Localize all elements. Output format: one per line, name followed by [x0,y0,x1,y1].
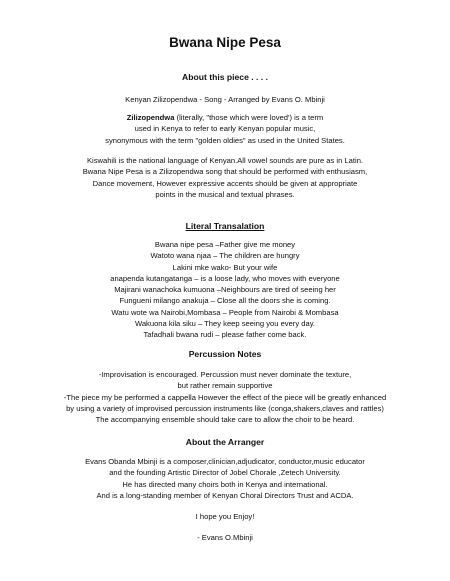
bio-line: He has directed many choirs both in Kenya and international. [122,479,328,489]
definition-first-line: Zilizopendwa (literally, "those which were loved') is a term [126,113,324,122]
paragraph-line: Dance movement, However expressive accents should be given at appropriate [92,178,358,188]
percussion-line: The accompanying ensemble should take care to allow the choir to be heard. [95,415,355,425]
percussion-line: but rather remain supportive [177,381,273,391]
closing-line: I hope you Enjoy! [195,512,255,521]
percussion-line: by using a variety of improvised percussion instruments like (conga,shakers,claves and rattles) [66,403,384,413]
translation-list [0,239,450,341]
about-paragraph [0,155,450,200]
bio-line: And is a long-standing member of Kenyan Choral Directors Trust and ACDA. [96,490,354,500]
percussion-notes [0,369,450,425]
bio-line: and the founding Artistic Director of Jobel Chorale ,Zetech University. [109,468,341,478]
percussion-line: -The piece my be performed a cappella However the effect of the piece will be greatly enhanced [63,392,387,402]
definition-line: synonymous with the term "golden oldies" as used in the United States. [105,135,345,145]
about-piece-heading: About this piece . . . . [182,72,268,82]
term-bold: Zilizopendwa [126,113,175,122]
translation-line: Wakuona kila siku – They keep seeing you every day. [134,319,316,329]
translation-line: Watoto wana njaa – The children are hungry [150,251,300,261]
paragraph-line: Kiswahili is the national language of Kenyan.All vowel sounds are pure as in Latin. [86,156,364,165]
translation-heading: Literal Transalation [185,221,265,231]
paragraph-line: Bwana Nipe Pesa is a Zilizopendwa song that should be performed with enthusiasm, [82,167,368,177]
translation-line: Fungueni milango anakuja – Close all the doors she is coming. [119,296,331,306]
translation-line: Tafadhali bwana rudi – please father come back. [143,330,307,340]
percussion-line: -Improvisation is encouraged. Percussion must never dominate the texture, [98,370,352,379]
arranger-heading: About the Arranger [185,437,265,447]
translation-line: Bwana nipe pesa –Father give me money [154,240,296,249]
arrangement-subtitle: Kenyan Zilizopendwa - Song - Arranged by Evans O. Mbinji [125,95,325,104]
zilizopendwa-definition [0,112,450,146]
translation-line: Watu wote wa Nairobi,Mombasa – People from Nairobi & Mombasa [111,307,339,317]
translation-line: anapenda kutangatanga – is a loose lady, who moves with everyone [110,273,340,283]
translation-line: Majirani wanachoka kumuona –Neighbours are tired of seeing her [114,285,336,295]
signature: - Evans O.Mbinji [197,533,253,542]
paragraph-line: points in the musical and textual phrases. [155,189,295,199]
arranger-bio [0,456,450,501]
percussion-heading: Percussion Notes [188,349,262,359]
definition-line: used in Kenya to refer to early Kenyan popular music, [134,124,316,134]
page-title: Bwana Nipe Pesa [169,35,281,50]
translation-line: Lakini mke wako- But your wife [172,262,278,272]
bio-line: Evans Obanda Mbinji is a composer,clinician,adjudicator, conductor,music educator [85,457,365,466]
